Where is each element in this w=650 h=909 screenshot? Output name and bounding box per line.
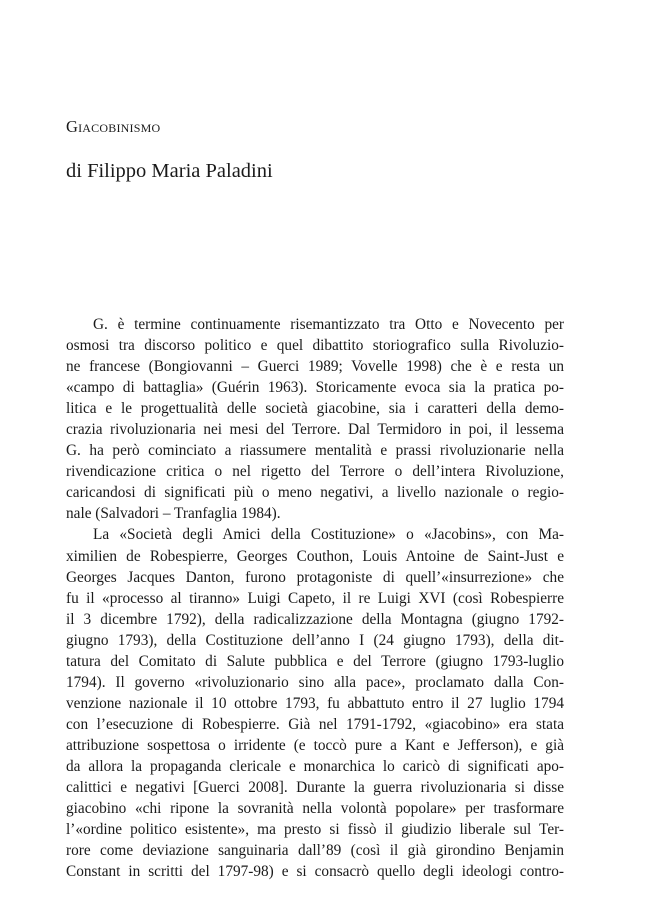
text-line: crazia rivoluzionaria nei mesi del Terrore. Dal Termidoro in poi, il lessema (66, 421, 564, 439)
text-line: osmosi tra discorso politico e quel dibattito storiografico sulla Rivoluzio- (66, 337, 564, 355)
text-line: 1794). Il governo «rivoluzionario sino alla pace», proclamato dalla Con- (66, 673, 564, 691)
text-line: rivendicazione critica o nel rigetto del Terrore o dell’intera Rivoluzione, (66, 463, 564, 481)
text-line: calittici e negativi [Guerci 2008]. Durante la guerra rivoluzionaria si disse (66, 779, 564, 797)
text-line: caricandosi di significati più o meno negativi, a livello nazionale o regio- (66, 484, 564, 502)
text-line: rore come deviazione sanguinaria dall’89 (così il già girondino Benjamin (66, 842, 564, 860)
text-line: il 3 dicembre 1792), della radicalizzazione della Montagna (giugno 1792- (66, 610, 564, 628)
entry-title: Giacobinismo (66, 117, 161, 136)
text-line: G. è termine continuamente risemantizzato tra Otto e Novecento per (93, 316, 564, 333)
text-line: giugno 1793), della Costituzione dell’anno I (24 giugno 1793), della dit- (66, 631, 564, 649)
text-line: venzione nazionale il 10 ottobre 1793, fu abbattuto entro il 27 luglio 1794 (66, 694, 564, 712)
text-line: l’«ordine politico esistente», ma presto si fissò il giudizio liberale sul Ter- (66, 821, 564, 839)
text-line: tatura del Comitato di Salute pubblica e del Terrore (giugno 1793-luglio (66, 652, 564, 670)
text-line: «campo di battaglia» (Guérin 1963). Storicamente evoca sia la pratica po- (66, 379, 564, 397)
text-line: fu il «processo al tiranno» Luigi Capeto, il re Luigi XVI (così Robespierre (66, 589, 564, 607)
entry-body (66, 314, 564, 882)
text-line: La «Società degli Amici della Costituzione» o «Jacobins», con Ma- (93, 526, 564, 544)
text-line: nale (Salvadori – Tranfaglia 1984). (66, 505, 281, 523)
text-line: Constant in scritti del 1797-98) e si consacrò quello degli ideologi contro- (66, 863, 564, 881)
text-line: ximilien de Robespierre, Georges Couthon, Louis Antoine de Saint-Just e (66, 547, 564, 565)
entry-author: di Filippo Maria Paladini (66, 160, 273, 182)
text-line: con l’esecuzione di Robespierre. Già nel 1791-1792, «giacobino» era stata (66, 715, 564, 733)
text-line: giacobino «chi ripone la sovranità nella volontà popolare» per trasformare (66, 800, 564, 818)
text-line: attribuzione sospettosa o irridente (e toccò pure a Kant e Jefferson), e già (66, 736, 564, 754)
text-line: da allora la propaganda clericale e monarchica lo caricò di significati apo- (66, 757, 564, 775)
text-line: Georges Jacques Danton, furono protagoniste di quell’«insurrezione» che (66, 568, 564, 586)
paragraph-2 (66, 524, 564, 882)
paragraph-1 (66, 314, 564, 524)
text-line: ne francese (Bongiovanni – Guerci 1989; Vovelle 1998) che è e resta un (66, 358, 564, 376)
text-line: G. ha però cominciato a riassumere mentalità e prassi rivoluzionarie nella (66, 442, 564, 460)
text-line: litica e le progettualità delle società giacobine, sia i caratteri della demo- (66, 400, 564, 418)
